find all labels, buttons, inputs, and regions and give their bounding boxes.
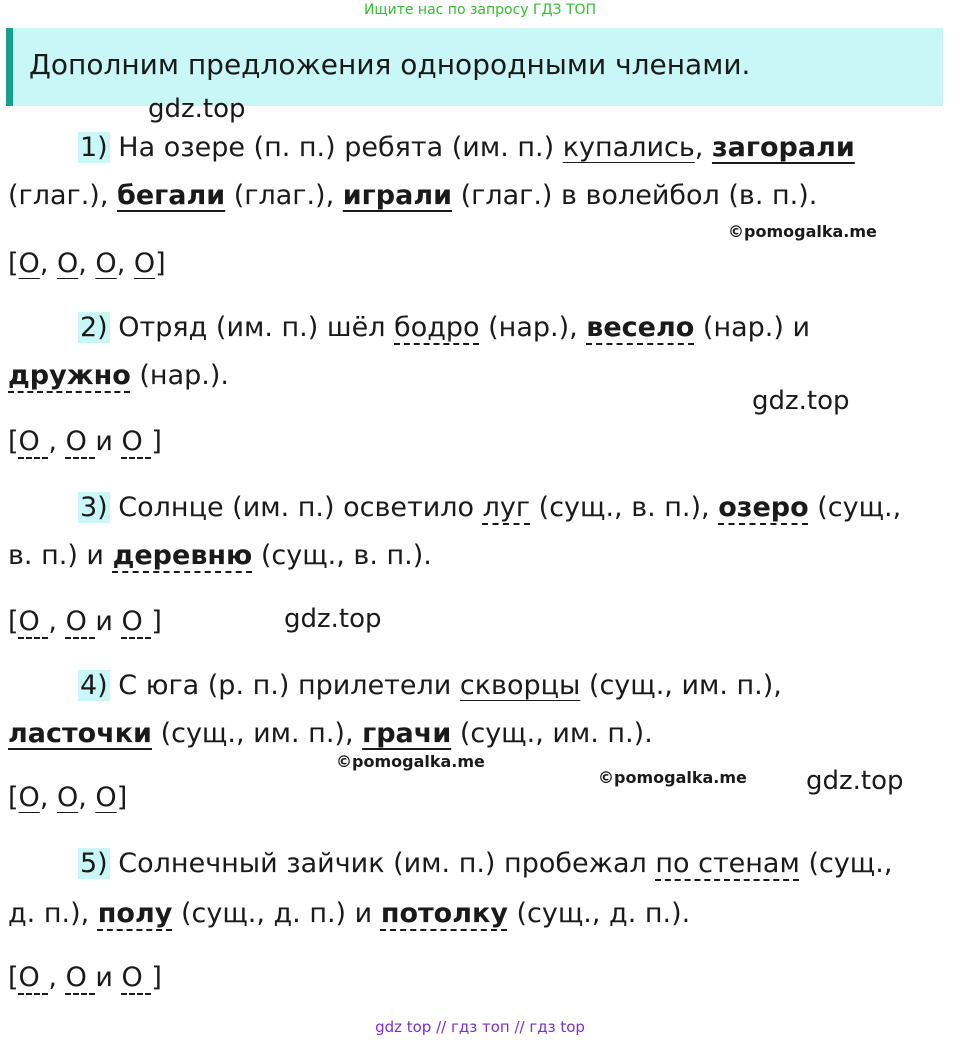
text: , xyxy=(39,782,57,813)
text: Отряд (им. п.) шёл xyxy=(109,312,395,343)
item-1-line-1 xyxy=(78,128,855,168)
added-word: деревню xyxy=(112,540,253,571)
added-word: озеро xyxy=(718,492,809,523)
text: (глаг.) в волейбол (в. п.). xyxy=(452,180,818,211)
watermark-gdz: gdz.top xyxy=(284,604,382,634)
task-title: Дополним предложения однородными членами. xyxy=(29,48,751,81)
text: Солнечный зайчик (им. п.) пробежал xyxy=(109,848,656,879)
subject-word: скворцы xyxy=(459,670,581,701)
text: , xyxy=(116,248,134,279)
item-1-line-2 xyxy=(8,176,817,216)
item-4-line-2 xyxy=(8,714,653,754)
bracket: ] xyxy=(151,426,162,457)
text: и xyxy=(95,606,122,637)
text: (сущ., в. п.). xyxy=(252,540,432,571)
item-number: 3) xyxy=(80,492,108,523)
text: (сущ., им. п.), xyxy=(580,670,782,701)
added-word: ласточки xyxy=(8,718,152,749)
watermark-pomogalka: ©pomogalka.me xyxy=(728,222,877,241)
subject-word: бодро xyxy=(394,312,480,343)
item-4-line-1 xyxy=(78,666,782,706)
item-3-line-2 xyxy=(8,536,432,576)
subject-word: луг xyxy=(482,492,531,523)
text: , xyxy=(39,248,57,279)
watermark-gdz: gdz.top xyxy=(806,766,904,796)
bracket: [ xyxy=(8,962,19,993)
bracket: ] xyxy=(116,782,128,813)
text: (нар.), xyxy=(479,312,587,343)
footer-links[interactable]: gdz top // гдз топ // гдз top xyxy=(375,1018,585,1036)
scheme-member: О xyxy=(56,782,79,813)
item-2-line-1 xyxy=(78,308,810,348)
scheme-member: О xyxy=(56,248,79,279)
watermark-pomogalka: ©pomogalka.me xyxy=(336,752,485,771)
scheme-member: О xyxy=(121,606,152,637)
bracket: [ xyxy=(8,782,19,813)
item-3-scheme xyxy=(8,602,162,642)
scheme-member: О xyxy=(18,248,40,279)
item-5-line-2 xyxy=(8,894,690,934)
scheme-member: О xyxy=(133,248,156,279)
bracket: [ xyxy=(8,426,19,457)
scheme-member: О xyxy=(121,426,152,457)
text: , xyxy=(48,426,66,457)
bracket: [ xyxy=(8,248,19,279)
scheme-member: О xyxy=(121,962,152,993)
item-number: 5) xyxy=(80,848,108,879)
scheme-member: О xyxy=(18,962,49,993)
item-2-line-2 xyxy=(8,356,229,396)
added-word: бегали xyxy=(117,180,226,211)
added-word: полу xyxy=(97,898,173,929)
item-number: 2) xyxy=(80,312,108,343)
text: , xyxy=(694,132,712,163)
item-number: 4) xyxy=(80,670,108,701)
watermark-gdz: gdz.top xyxy=(148,94,246,124)
text: (сущ., д. п.). xyxy=(507,898,691,929)
item-5-line-1 xyxy=(78,844,892,884)
added-word: дружно xyxy=(8,360,131,391)
text: (сущ., xyxy=(799,848,893,879)
text: , xyxy=(78,782,96,813)
text: (сущ., д. п.) и xyxy=(172,898,381,929)
text: (сущ., xyxy=(808,492,902,523)
bracket: [ xyxy=(8,606,19,637)
text: , xyxy=(48,606,66,637)
item-3-line-1 xyxy=(78,488,901,528)
item-4-scheme xyxy=(8,778,127,818)
text: На озере (п. п.) ребята (им. п.) xyxy=(109,132,563,163)
text: С юга (р. п.) прилетели xyxy=(109,670,460,701)
bracket: ] xyxy=(151,606,162,637)
added-word: весело xyxy=(586,312,695,343)
text: и xyxy=(95,962,122,993)
scheme-member: О xyxy=(65,962,96,993)
text: (глаг.), xyxy=(8,180,117,211)
scheme-member: О xyxy=(95,248,117,279)
watermark-pomogalka: ©pomogalka.me xyxy=(598,768,747,787)
text: Солнце (им. п.) осветило xyxy=(109,492,483,523)
scheme-member: О xyxy=(65,606,96,637)
bracket: ] xyxy=(151,962,162,993)
text: , xyxy=(48,962,66,993)
added-word: потолку xyxy=(380,898,508,929)
scheme-member: О xyxy=(18,426,49,457)
text: (сущ., им. п.), xyxy=(151,718,363,749)
item-1-scheme xyxy=(8,244,166,284)
bracket: ] xyxy=(155,248,166,279)
scheme-member: О xyxy=(95,782,117,813)
watermark-gdz: gdz.top xyxy=(752,386,850,416)
text: (сущ., им. п.). xyxy=(451,718,653,749)
added-word: загорали xyxy=(711,132,855,163)
added-word: играли xyxy=(342,180,453,211)
text: (сущ., в. п.), xyxy=(530,492,719,523)
task-header xyxy=(6,28,943,106)
subject-word: купались xyxy=(562,132,695,163)
scheme-member: О xyxy=(18,606,49,637)
text: и xyxy=(95,426,122,457)
text: д. п.), xyxy=(8,898,98,929)
text: (глаг.), xyxy=(225,180,343,211)
added-word: грачи xyxy=(362,718,452,749)
subject-word: по стенам xyxy=(655,848,800,879)
text: (нар.). xyxy=(130,360,229,391)
text: (нар.) и xyxy=(694,312,811,343)
item-number: 1) xyxy=(80,132,108,163)
item-5-scheme xyxy=(8,958,162,998)
text: в. п.) и xyxy=(8,540,113,571)
search-hint-link[interactable]: Ищите нас по запросу ГДЗ ТОП xyxy=(363,2,597,18)
text: , xyxy=(78,248,96,279)
scheme-member: О xyxy=(65,426,96,457)
scheme-member: О xyxy=(18,782,40,813)
item-2-scheme xyxy=(8,422,162,462)
